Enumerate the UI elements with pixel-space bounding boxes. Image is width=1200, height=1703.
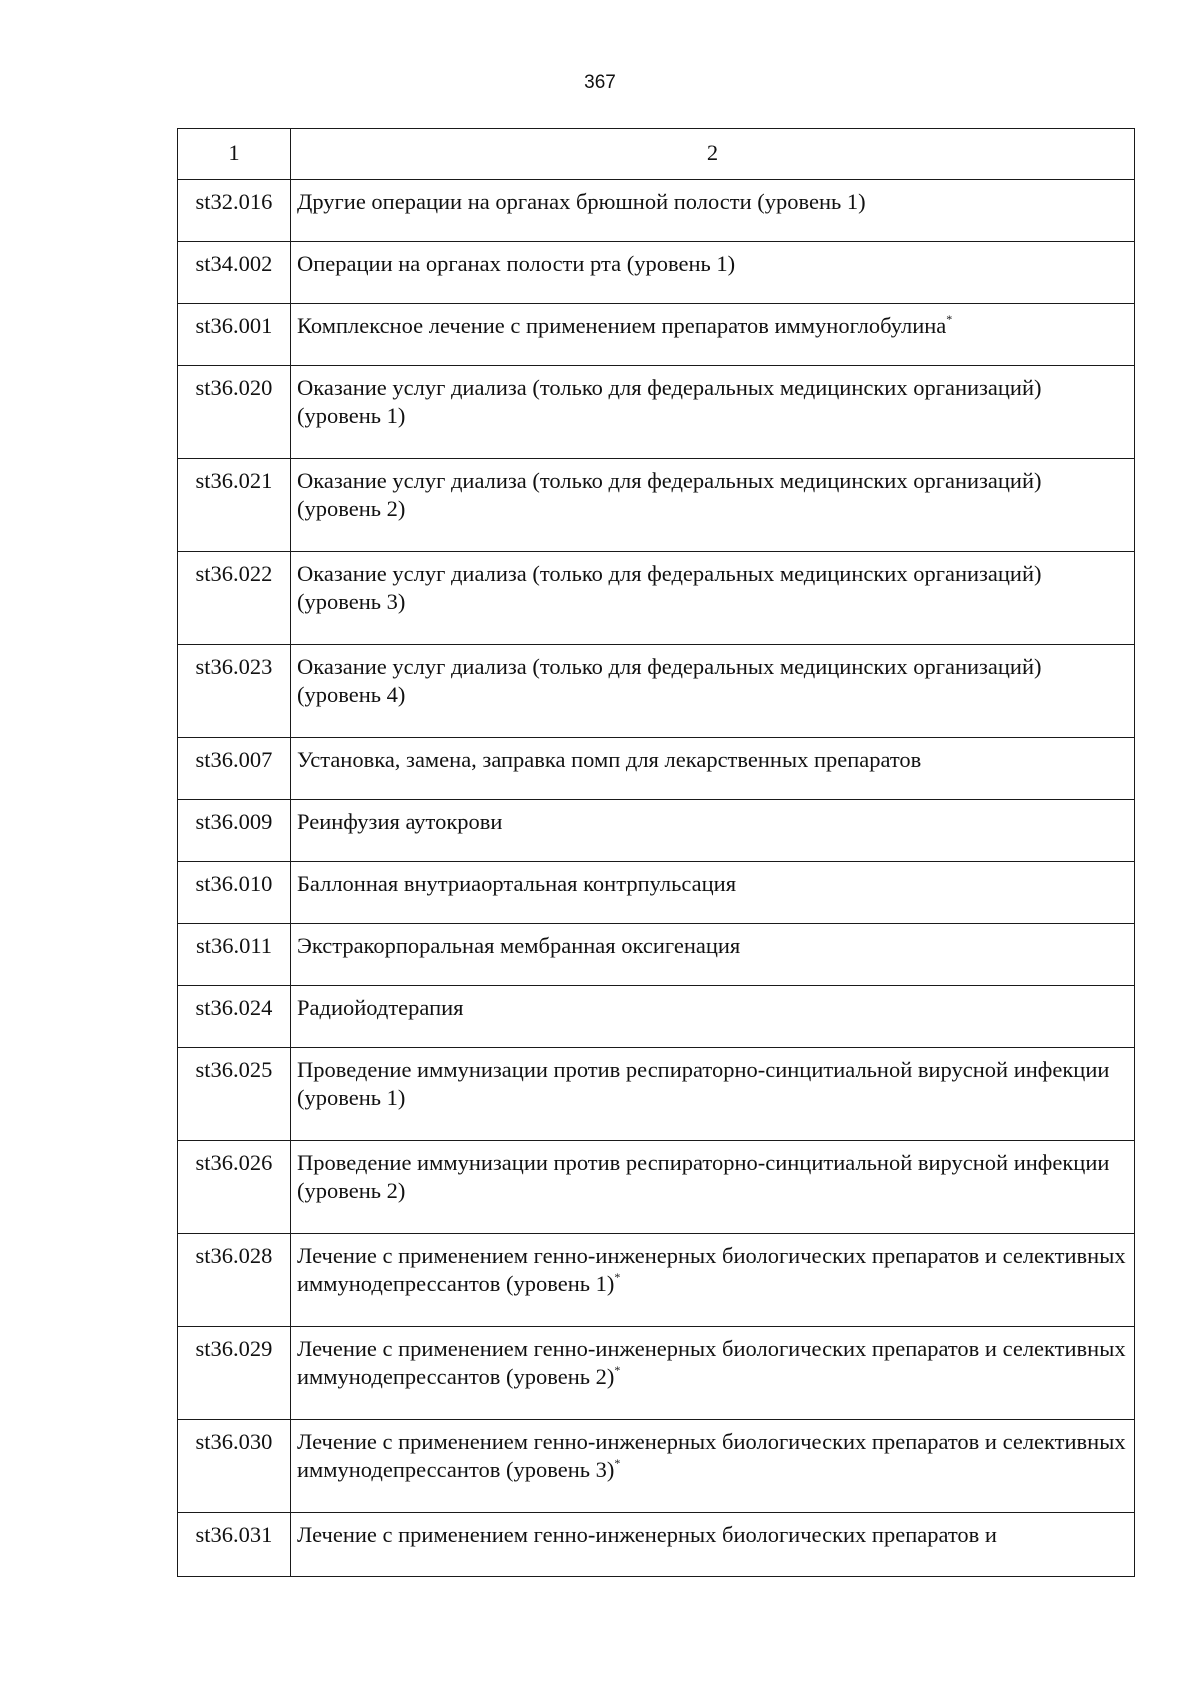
row-code: st36.021: [178, 459, 291, 552]
row-code: st36.026: [178, 1141, 291, 1234]
row-description: [291, 1513, 1135, 1577]
table-row: [178, 1420, 1135, 1513]
row-code: st32.016: [178, 180, 291, 242]
row-text: Радиойодтерапия: [297, 995, 464, 1020]
row-description: [291, 366, 1135, 459]
table-row: [178, 924, 1135, 986]
row-text: Операции на органах полости рта (уровень 1): [297, 251, 736, 276]
row-code: st36.030: [178, 1420, 291, 1513]
footnote-marker: *: [946, 312, 953, 326]
row-code: st36.024: [178, 986, 291, 1048]
column-header-2: 2: [291, 129, 1135, 180]
row-code: st36.028: [178, 1234, 291, 1327]
row-text: Лечение с применением генно-инженерных биологических препаратов и селективных иммунодепрессантов (уровень 2): [297, 1336, 1126, 1389]
row-text: Оказание услуг диализа (только для федеральных медицинских организаций) (уровень 1): [297, 375, 1042, 428]
row-description: [291, 242, 1135, 304]
row-text: Оказание услуг диализа (только для федеральных медицинских организаций) (уровень 3): [297, 561, 1042, 614]
row-code: st36.031: [178, 1513, 291, 1577]
table-row: [178, 1513, 1135, 1577]
column-header-1: 1: [178, 129, 291, 180]
footnote-marker: *: [614, 1456, 621, 1470]
row-text: Лечение с применением генно-инженерных биологических препаратов и селективных иммунодепрессантов (уровень 1): [297, 1243, 1126, 1296]
table-row: [178, 1234, 1135, 1327]
table-row: [178, 242, 1135, 304]
row-text: Другие операции на органах брюшной полости (уровень 1): [297, 189, 866, 214]
row-description: [291, 800, 1135, 862]
table-row: [178, 1048, 1135, 1141]
table-row: [178, 986, 1135, 1048]
row-text: Проведение иммунизации против респираторно-синцитиальной вирусной инфекции (уровень 1): [297, 1057, 1110, 1110]
table-row: [178, 862, 1135, 924]
row-code: st36.011: [178, 924, 291, 986]
footnote-marker: *: [614, 1363, 621, 1377]
row-text: Установка, замена, заправка помп для лекарственных препаратов: [297, 747, 922, 772]
row-text: Реинфузия аутокрови: [297, 809, 503, 834]
table-header-row: [178, 129, 1135, 180]
row-code: st36.029: [178, 1327, 291, 1420]
row-code: st34.002: [178, 242, 291, 304]
row-code: st36.023: [178, 645, 291, 738]
table-row: [178, 645, 1135, 738]
table-row: [178, 552, 1135, 645]
row-code: st36.022: [178, 552, 291, 645]
row-code: st36.009: [178, 800, 291, 862]
row-description: [291, 1420, 1135, 1513]
table-row: [178, 1327, 1135, 1420]
row-text: Лечение с применением генно-инженерных биологических препаратов и селективных иммунодепрессантов (уровень 3): [297, 1429, 1126, 1482]
row-text: Лечение с применением генно-инженерных биологических препаратов и: [297, 1522, 997, 1547]
row-text: Проведение иммунизации против респираторно-синцитиальной вирусной инфекции (уровень 2): [297, 1150, 1110, 1203]
table-row: [178, 1141, 1135, 1234]
footnote-marker: *: [614, 1270, 621, 1284]
row-description: [291, 924, 1135, 986]
table-row: [178, 800, 1135, 862]
page-number: 367: [584, 72, 616, 93]
row-description: [291, 304, 1135, 366]
row-description: [291, 1327, 1135, 1420]
table-row: [178, 738, 1135, 800]
row-description: [291, 738, 1135, 800]
table-row: [178, 304, 1135, 366]
row-code: st36.020: [178, 366, 291, 459]
row-description: [291, 180, 1135, 242]
row-code: st36.001: [178, 304, 291, 366]
row-description: [291, 645, 1135, 738]
row-description: [291, 1141, 1135, 1234]
row-text: Баллонная внутриаортальная контрпульсация: [297, 871, 737, 896]
tariff-table: [177, 128, 1135, 1577]
row-text: Оказание услуг диализа (только для федеральных медицинских организаций) (уровень 2): [297, 468, 1042, 521]
table-row: [178, 366, 1135, 459]
row-code: st36.010: [178, 862, 291, 924]
row-text: Оказание услуг диализа (только для федеральных медицинских организаций) (уровень 4): [297, 654, 1042, 707]
table-row: [178, 180, 1135, 242]
row-text: Экстракорпоральная мембранная оксигенация: [297, 933, 741, 958]
row-text: Комплексное лечение с применением препаратов иммуноглобулина: [297, 313, 947, 338]
table-row: [178, 459, 1135, 552]
row-description: [291, 459, 1135, 552]
row-description: [291, 986, 1135, 1048]
row-description: [291, 1234, 1135, 1327]
row-code: st36.007: [178, 738, 291, 800]
row-code: st36.025: [178, 1048, 291, 1141]
row-description: [291, 552, 1135, 645]
row-description: [291, 862, 1135, 924]
row-description: [291, 1048, 1135, 1141]
